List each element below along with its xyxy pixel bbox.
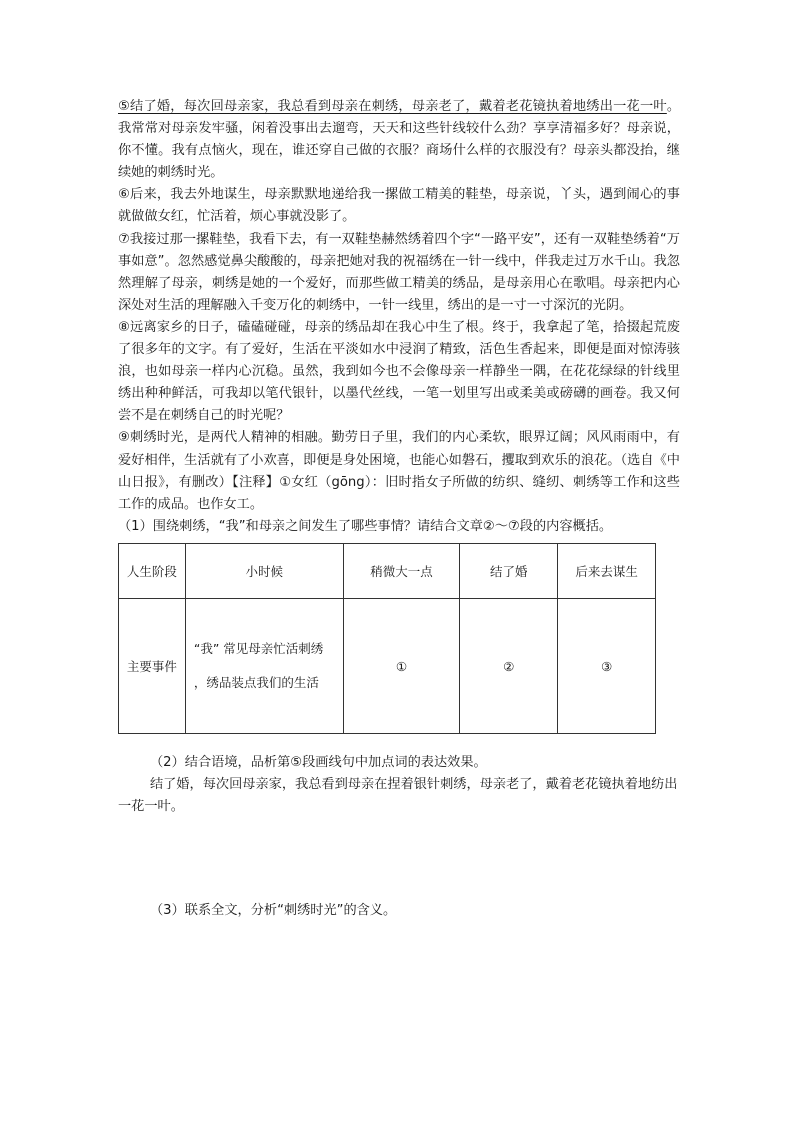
header-older: 稍微大一点 [343,544,460,599]
header-married: 结了婚 [460,544,558,599]
answer-blank-3[interactable]: ③ [558,599,656,734]
answer-blank-1[interactable]: ① [343,599,460,734]
childhood-event-cell: “我” 常见母亲忙活刺绣 ，绣品装点我们的生活 [185,599,343,734]
paragraph-7: ⑦我接过那一摞鞋垫，我看下去，有一双鞋垫赫然绣着四个字“一路平安”，还有一双鞋垫绣着“万事如意”。忽然感觉鼻尖酸酸的，母亲把她对我的祝福绣在一针一线中，伴我走过万水千山。我忽然理解了母亲，刺绣是她的一个爱好，而那些做工精美的绣品，是母亲用心在歌唱。母亲把内心深处对生活的理解融入千变万化的刺绣中，一针一线里，绣出的是一寸一寸深沉的光阴。 [118,231,680,313]
question-2 [118,752,680,818]
table-row [119,599,656,734]
table-header-row [119,544,656,599]
header-work-away: 后来去谋生 [558,544,656,599]
question-2-sentence: 结了婚，每次回母亲家，我总看到母亲在捏着银针刺绣，母亲老了，戴着老花镜执着地纺出一花一叶。 [118,777,678,815]
question-2-prompt: （2）结合语境，品析第⑤段画线句中加点词的表达效果。 [150,755,487,770]
paragraph-8: ⑧远离家乡的日子，磕磕碰碰，母亲的绣品却在我心中生了根。终于，我拿起了笔，拾掇起荒废了很多年的文字。有了爱好，生活在平淡如水中浸润了精致，活色生香起来，即便是面对惊涛骇浪，也如母亲一样内心沉稳。虽然，我到如今也不会像母亲一样静坐一隅，在花花绿绿的针线里绣出种种鲜活，可我却以笔代银针，以墨代丝线，一笔一划里写出或柔美或磅礴的画卷。我又何尝不是在刺绣自己的时光呢？ [118,319,680,424]
paragraph-5-rest: 。我常常对母亲发牢骚，闲着没事出去遛弯，天天和这些针线较什么劲？享享清福多好？母亲说，你不懂。我有点恼火，现在，谁还穿自己做的衣服？商场什么样的衣服没有？母亲头都没抬，继续她的刺绣时光。 [118,99,680,181]
events-table [118,543,656,734]
row-label-events: 主要事件 [119,599,186,734]
paragraph-6: ⑥后来，我去外地谋生，母亲默默地递给我一摞做工精美的鞋垫，母亲说，丫头，遇到闹心的事就做做女红，忙活着，烦心事就没影了。 [118,187,680,225]
header-stage: 人生阶段 [119,544,186,599]
header-childhood: 小时候 [185,544,343,599]
underlined-sentence: ⑤结了婚，每次回母亲家，我总看到母亲在刺绣，母亲老了，戴着老花镜执着地绣出一花一叶 [118,99,667,114]
answer-blank-2[interactable]: ② [460,599,558,734]
question-1: （1）围绕刺绣，“我”和母亲之间发生了哪些事情？请结合文章②～⑦段的内容概括。 [118,518,613,534]
reading-passage [118,96,680,538]
paragraph-9: ⑨刺绣时光，是两代人精神的相融。勤劳日子里，我们的内心柔软，眼界辽阔；风风雨雨中，有爱好相伴，生活就有了小欢喜，即便是身处困境，也能心如磐石，攫取到欢乐的浪花。（选自《中山日报》，有删改）【注释】①女红（gōng）：旧时指女子所做的纺织、缝纫、刺绣等工作和这些工作的成品。也作女工。 [118,430,680,512]
question-3-prompt: （3）联系全文，分析“刺绣时光”的含义。 [150,903,397,918]
paragraph-5 [118,96,680,184]
